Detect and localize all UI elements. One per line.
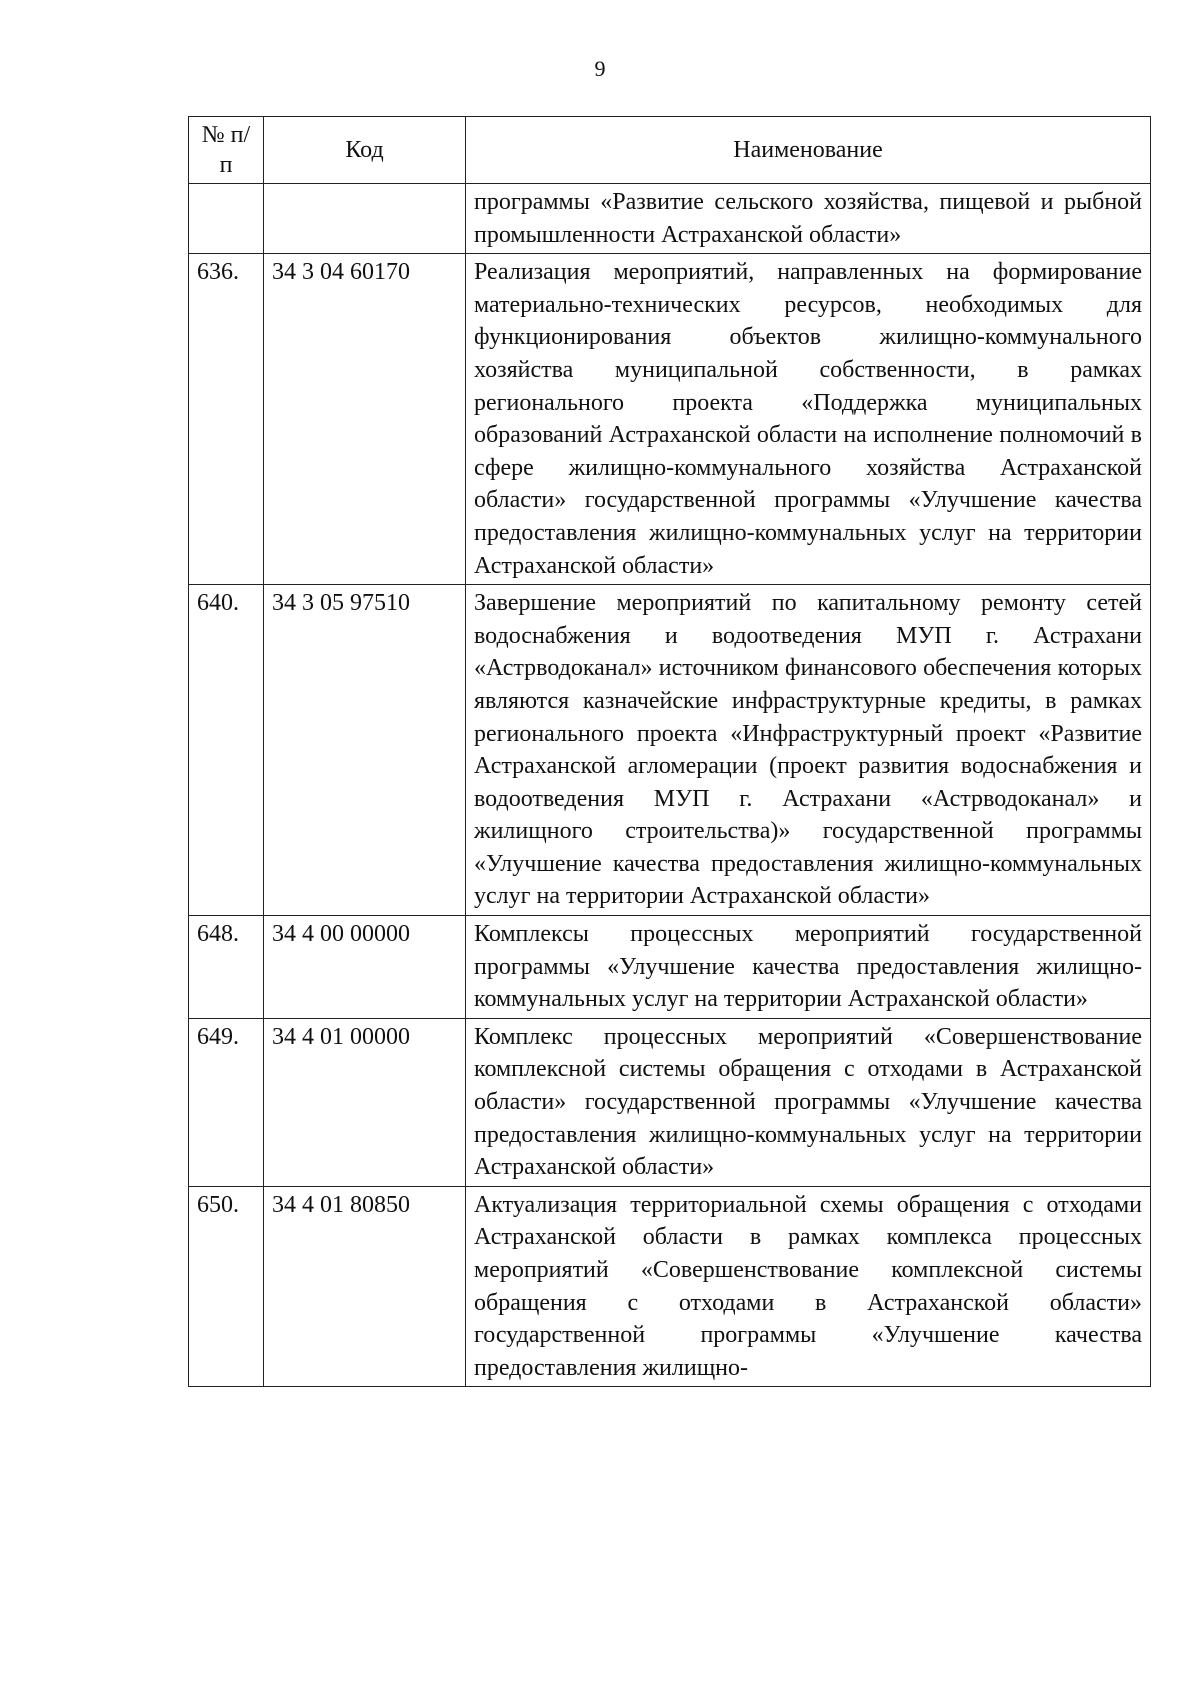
row-code: 34 3 05 97510	[264, 585, 466, 916]
page-number: 9	[594, 56, 606, 81]
table-row	[189, 1186, 1151, 1387]
row-name: Комплекс процессных мероприятий «Совершенствование комплексной системы обращения с отходами в Астраханской области» государственной программы «Улучшение качества предоставления жилищно-коммунальных услуг на территории Астраханской области»	[466, 1018, 1151, 1186]
table-header-row	[189, 117, 1151, 184]
row-number: 650.	[189, 1186, 264, 1387]
header-name: Наименование	[466, 117, 1151, 184]
row-number: 648.	[189, 916, 264, 1019]
row-code	[264, 184, 466, 254]
row-name: Актуализация территориальной схемы обращения с отходами Астраханской области в рамках комплекса процессных мероприятий «Совершенствование комплексной системы обращения с отходами в Астраханской области» государственной программы «Улучшение качества предоставления жилищно-	[466, 1186, 1151, 1387]
row-number: 636.	[189, 254, 264, 585]
row-code: 34 4 01 00000	[264, 1018, 466, 1186]
table-row	[189, 916, 1151, 1019]
row-name: Завершение мероприятий по капитальному ремонту сетей водоснабжения и водоотведения МУП г. Астрахани «Астрводоканал» источником финансового обеспечения которых являются казначейские инфраструктурные кредиты, в рамках регионального проекта «Инфраструктурный проект «Развитие Астраханской агломерации (проект развития водоснабжения и водоотведения МУП г. Астрахани «Астрводоканал» и жилищного строительства)» государственной программы «Улучшение качества предоставления жилищно-коммунальных услуг на территории Астраханской области»	[466, 585, 1151, 916]
table-row	[189, 254, 1151, 585]
row-code: 34 4 01 80850	[264, 1186, 466, 1387]
row-code: 34 3 04 60170	[264, 254, 466, 585]
row-name: программы «Развитие сельского хозяйства, пищевой и рыбной промышленности Астраханской области»	[466, 184, 1151, 254]
header-code: Код	[264, 117, 466, 184]
row-code: 34 4 00 00000	[264, 916, 466, 1019]
header-number: № п/п	[189, 117, 264, 184]
row-number: 640.	[189, 585, 264, 916]
row-name: Комплексы процессных мероприятий государственной программы «Улучшение качества предоставления жилищно-коммунальных услуг на территории Астраханской области»	[466, 916, 1151, 1019]
table-row	[189, 184, 1151, 254]
row-number	[189, 184, 264, 254]
table-row	[189, 585, 1151, 916]
budget-code-table	[188, 116, 1151, 1387]
row-number: 649.	[189, 1018, 264, 1186]
table-row	[189, 1018, 1151, 1186]
row-name: Реализация мероприятий, направленных на формирование материально-технических ресурсов, необходимых для функционирования объектов жилищно-коммунального хозяйства муниципальной собственности, в рамках регионального проекта «Поддержка муниципальных образований Астраханской области на исполнение полномочий в сфере жилищно-коммунального хозяйства Астраханской области» государственной программы «Улучшение качества предоставления жилищно-коммунальных услуг на территории Астраханской области»	[466, 254, 1151, 585]
